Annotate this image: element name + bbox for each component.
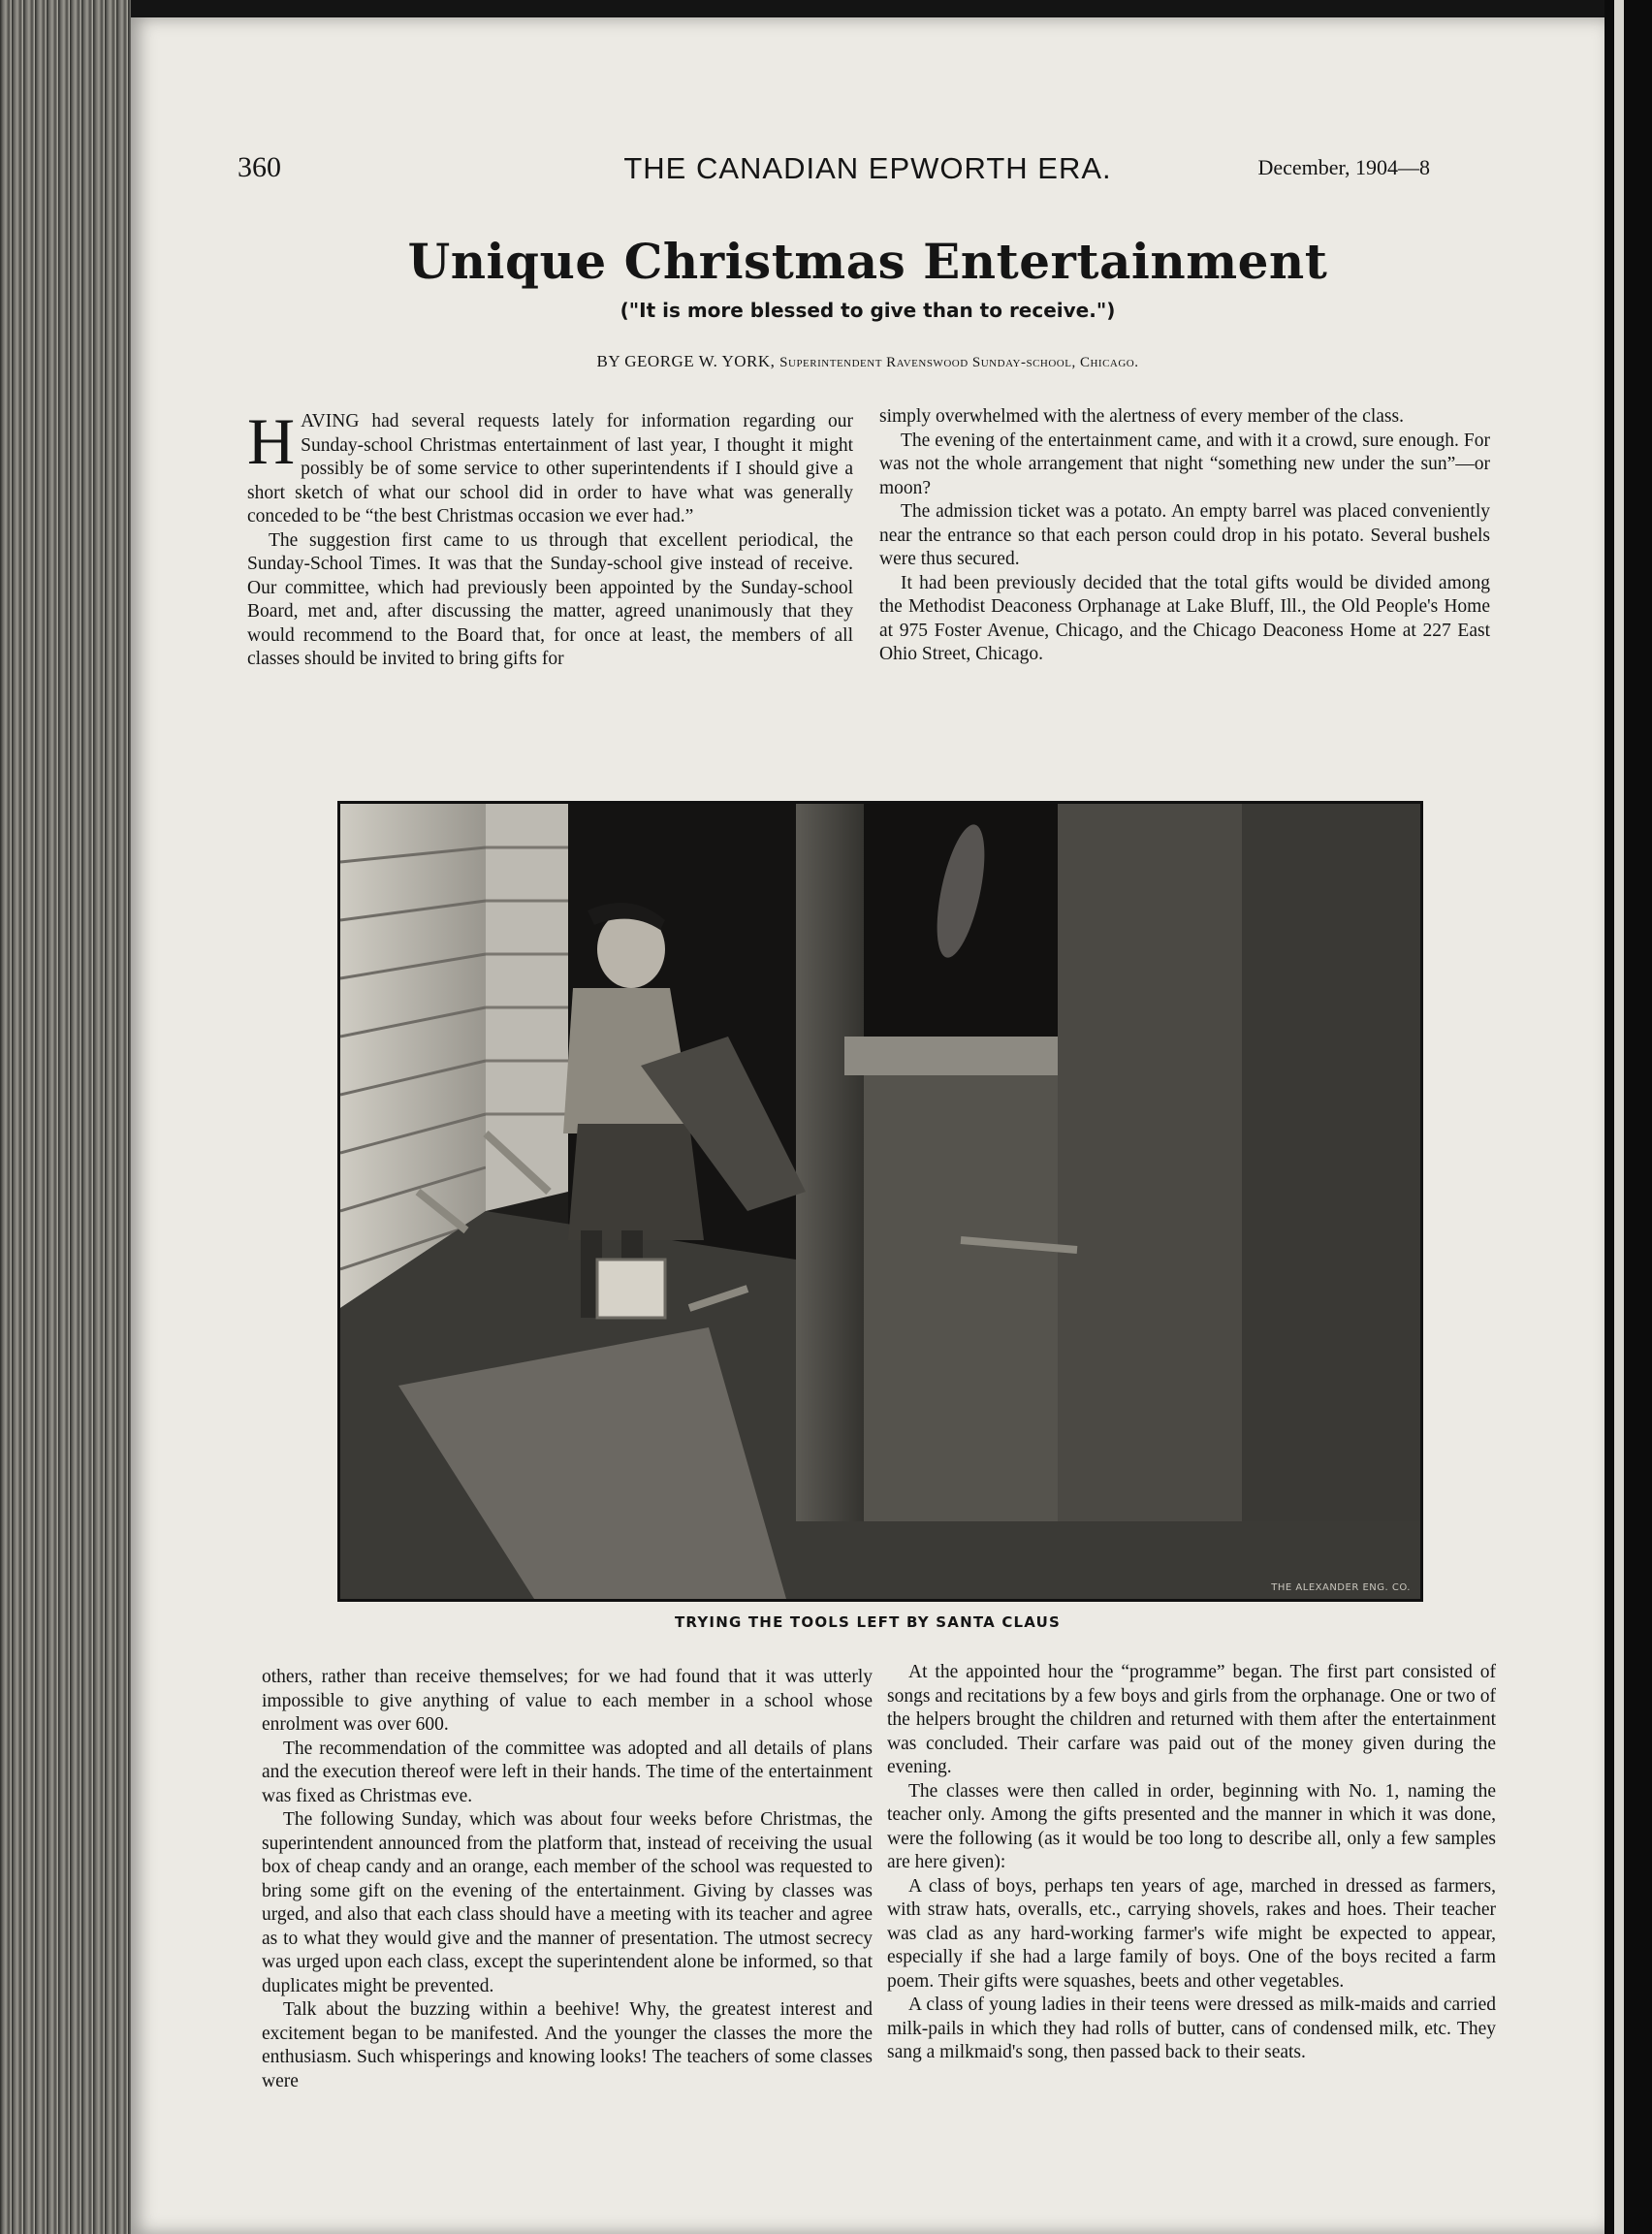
next-page-edge	[1604, 0, 1652, 2234]
issue-date: December, 1904—8	[1257, 155, 1430, 179]
byline-author: BY GEORGE W. YORK,	[596, 352, 776, 370]
paragraph: others, rather than receive themselves; for we had found that it was utterly impossible to give anything of value to each member in a school whose enrolment was over 600.	[262, 1667, 873, 1735]
engraver-credit: THE ALEXANDER ENG. CO.	[1271, 1582, 1411, 1593]
journal-title: THE CANADIAN EPWORTH ERA.	[623, 151, 1112, 185]
article-title: Unique Christmas Entertainment	[407, 233, 1328, 290]
paragraph: A class of young ladies in their teens were dressed as milk-maids and carried milk-pails in which they had rolls of butter, cans of condensed milk, etc. They sang a milkmaid's song, then passed back to their seats.	[887, 1995, 1496, 2062]
paragraph: The admission ticket was a potato. An empty barrel was placed conveniently near the entrance so that each person could drop in his potato. Several bushels were thus secured.	[879, 501, 1490, 569]
text-column-top-right	[879, 405, 1490, 667]
paragraph: The evening of the entertainment came, and with it a crowd, sure enough. For was not the whole arrangement that night “something new under the sun”—or moon?	[879, 430, 1490, 498]
paragraph: At the appointed hour the “programme” began. The first part consisted of songs and recitations by a few boys and girls from the orphanage. One or two of the helpers brought the children and returned with them after the entertainment was concluded. Their carfare was paid out of the money given during the evening.	[887, 1662, 1496, 1777]
page-number: 360	[238, 151, 281, 183]
drop-cap: H	[247, 404, 296, 478]
book-page-edges	[0, 0, 131, 2234]
paragraph: The following Sunday, which was about four weeks before Christmas, the superintendent announced from the platform that, instead of receiving the usual box of cheap candy and an orange, each member of the school was requested to bring some gift on the evening of the entertainment. Giving by classes was urged, and also that each class should have a meeting with its teacher and agree as to what they would give and the manner of presentation. The utmost secrecy was urged upon each class, except the superintendent alone be informed, so that duplicates might be prevented.	[262, 1809, 873, 1996]
running-header	[131, 151, 1604, 190]
paragraph: HAVING had several requests lately for information regarding our Sunday-school Christmas entertainment of last year, I thought it might possibly be of some service to other superintendents if I should give a short sketch of what our school did in order to have what was generally conceded to be “the best Christmas occasion we ever had.”	[247, 404, 853, 527]
magazine-page	[131, 17, 1604, 2234]
paragraph: The classes were then called in order, beginning with No. 1, naming the teacher only. Among the gifts presented and the manner in which it was done, were the following (as it would be too long to describe all, only a few samples are here given):	[887, 1780, 1496, 1872]
byline-role: Superintendent Ravenswood Sunday-school, Chicago.	[779, 355, 1139, 370]
text-column-top-left	[247, 404, 853, 672]
paragraph: The suggestion first came to us through that excellent periodical, the Sunday-School Times. It was that the Sunday-school give instead of receive. Our committee, which had previously been appointed by the Sunday-school Board, met and, after discussing the matter, agreed unanimously that they would recommend to the Board that, for once at least, the members of all classes should be invited to bring gifts for	[247, 529, 853, 669]
photo-caption: TRYING THE TOOLS LEFT BY SANTA CLAUS	[674, 1613, 1062, 1631]
text-column-bottom-right	[887, 1661, 1496, 2065]
photo-illustration	[340, 804, 1420, 1599]
article-subtitle: ("It is more blessed to give than to receive.")	[620, 299, 1116, 322]
paragraph: The recommendation of the committee was adopted and all details of plans and the execution thereof were left in their hands. The time of the entertainment was fixed as Christmas eve.	[262, 1738, 873, 1806]
article-byline	[131, 352, 1604, 371]
paragraph: A class of boys, perhaps ten years of age, marched in dressed as farmers, with straw hats, overalls, etc., carrying shovels, rakes and hoes. Their teacher was clad as any hard-working farmer's wife might be expected to appear, especially if she had a large family of boys. One of the boys recited a farm poem. Their gifts were squashes, beets and other vegetables.	[887, 1875, 1496, 1992]
paragraph: Talk about the buzzing within a beehive! Why, the greatest interest and excitement began to be manifested. And the younger the classes the more the enthusiasm. Such whisperings and knowing looks! The teachers of some classes were	[262, 1999, 873, 2091]
paragraph: It had been previously decided that the total gifts would be divided among the Methodist Deaconess Orphanage at Lake Bluff, Ill., the Old People's Home at 975 Foster Avenue, Chicago, and the Chicago Deaconess Home at 227 East Ohio Street, Chicago.	[879, 572, 1490, 664]
paragraph: simply overwhelmed with the alertness of every member of the class.	[879, 406, 1404, 427]
article-photograph	[337, 801, 1423, 1602]
text-column-bottom-left	[262, 1666, 873, 2093]
